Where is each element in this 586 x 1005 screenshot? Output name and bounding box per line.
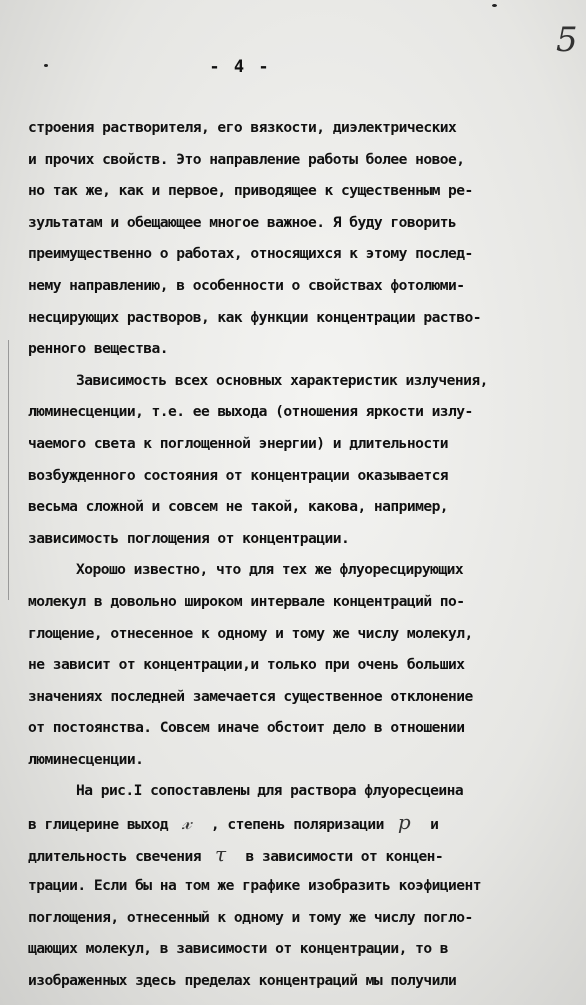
- text-line: зависимость поглощения от концентрации.: [28, 529, 350, 547]
- text-line: люминесценции, т.е. ее выхода (отношения яркости излу-: [28, 403, 473, 421]
- text-line: ренного вещества.: [28, 340, 169, 358]
- text-line: трации. Если бы на том же графике изобразить коэфициент: [28, 877, 481, 895]
- paragraph-start-line: Зависимость всех основных характеристик излучения,: [76, 371, 488, 389]
- text-line: молекул в довольно широком интервале концентраций по-: [28, 592, 465, 610]
- text-line: несцирующих растворов, как функции концентрации раство-: [28, 308, 481, 326]
- body-text: [28, 112, 560, 997]
- handwritten-page-mark: 5: [556, 20, 578, 60]
- text-line: нему направлению, в особенности о свойствах фотолюми-: [28, 276, 465, 294]
- text-fragment: в глицерине выход: [28, 816, 169, 834]
- polarization-symbol: p: [397, 810, 411, 835]
- text-fragment: длительность свечения: [28, 847, 201, 865]
- text-line: глощение, отнесенное к одному и тому же числу молекул,: [28, 624, 473, 642]
- text-line: люминесценции.: [28, 750, 144, 768]
- text-line-with-symbols: [28, 807, 560, 839]
- paragraph-start-line: На рис.I сопоставлены для раствора флуоресцеина: [76, 782, 464, 800]
- ink-speck: [492, 4, 497, 7]
- text-line: но так же, как и первое, приводящее к существенным ре-: [28, 182, 473, 200]
- text-line-with-symbol: [28, 839, 560, 871]
- paragraph-start-line: Хорошо известно, что для тех же флуоресцирующих: [76, 561, 464, 579]
- text-line: возбужденного состояния от концентрации оказывается: [28, 466, 449, 484]
- text-line: и прочих свойств. Это направление работы более новое,: [28, 150, 465, 168]
- text-line: от постоянства. Совсем иначе обстоит дело в отношении: [28, 719, 465, 737]
- page-number: - 4 -: [209, 57, 271, 77]
- text-line: преимущественно о работах, относящихся к этому послед-: [28, 245, 473, 263]
- text-line: зультатам и обещающее многое важное. Я буду говорить: [28, 213, 457, 231]
- margin-line: [8, 340, 9, 600]
- text-line: щающих молекул, в зависимости от концентрации, то в: [28, 940, 449, 958]
- text-line: поглощения, отнесенный к одному и тому же числу погло-: [28, 908, 473, 926]
- text-line: весьма сложной и совсем не такой, какова, например,: [28, 498, 449, 516]
- text-line: значениях последней замечается существенное отклонение: [28, 687, 473, 705]
- text-fragment: в зависимости от концен-: [245, 847, 444, 865]
- duration-symbol: τ: [214, 841, 226, 866]
- text-line: изображенных здесь пределах концентраций мы получили: [28, 972, 457, 990]
- yield-symbol: 𝓍: [182, 810, 191, 835]
- text-fragment: , степень поляризации: [210, 816, 384, 834]
- text-line: строения растворителя, его вязкости, диэлектрических: [28, 119, 457, 136]
- text-line: чаемого света к поглощенной энергии) и длительности: [28, 434, 449, 452]
- text-line: не зависит от концентрации,и только при очень больших: [28, 656, 465, 674]
- text-fragment: и: [430, 816, 439, 834]
